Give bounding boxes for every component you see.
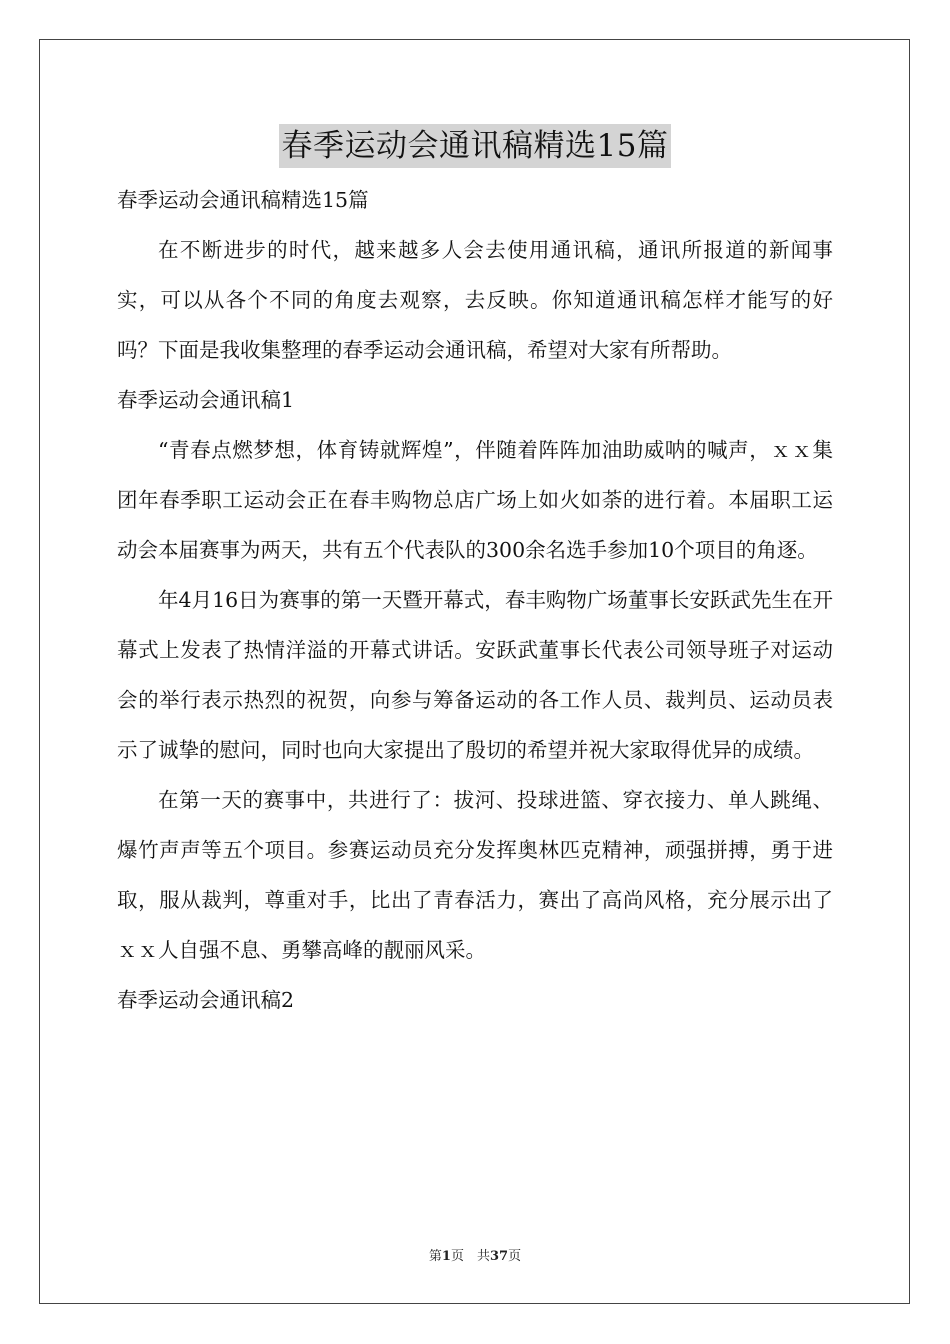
section-heading-2: 春季运动会通讯稿2 [117, 988, 295, 1012]
footer-page-prefix: 第 [428, 1249, 442, 1264]
title-container [0, 124, 950, 168]
document-subtitle: 春季运动会通讯稿精选15篇 [117, 188, 369, 212]
footer-page-current: 1 [441, 1249, 451, 1264]
footer-page-suffix: 页 [508, 1249, 522, 1264]
page-footer [0, 1248, 950, 1266]
section1-paragraph-1: “青春点燃梦想，体育铸就辉煌”，伴随着阵阵加油助威呐的喊声，ｘｘ集团年春季职工运动会正在春丰购物总店广场上如火如荼的进行着。本届职工运动会本届赛事为两天，共有五个代表队的300余名选手参加10个项目的角逐。 [117, 438, 833, 562]
section1-paragraph-2: 年4月16日为赛事的第一天暨开幕式，春丰购物广场董事长安跃武先生在开幕式上发表了热情洋溢的开幕式讲话。安跃武董事长代表公司领导班子对运动会的举行表示热烈的祝贺，向参与筹备运动的各工作人员、裁判员、运动员表示了诚挚的慰问，同时也向大家提出了殷切的希望并祝大家取得优异的成绩。 [117, 588, 833, 762]
intro-paragraph: 在不断进步的时代，越来越多人会去使用通讯稿，通讯所报道的新闻事实，可以从各个不同的角度去观察，去反映。你知道通讯稿怎样才能写的好吗？下面是我收集整理的春季运动会通讯稿，希望对大家有所帮助。 [117, 238, 833, 362]
document-body [117, 175, 833, 1025]
document-title: 春季运动会通讯稿精选15篇 [279, 124, 672, 168]
footer-page-total: 37 [489, 1249, 509, 1264]
section-heading-1: 春季运动会通讯稿1 [117, 388, 295, 412]
section1-paragraph-3: 在第一天的赛事中，共进行了：拔河、投球进篮、穿衣接力、单人跳绳、爆竹声声等五个项目。参赛运动员充分发挥奥林匹克精神，顽强拼搏，勇于进取，服从裁判，尊重对手，比出了青春活力，赛出了高尚风格，充分展示出了ｘｘ人自强不息、勇攀高峰的靓丽风采。 [117, 788, 833, 962]
footer-page-mid: 页 共 [450, 1249, 490, 1264]
